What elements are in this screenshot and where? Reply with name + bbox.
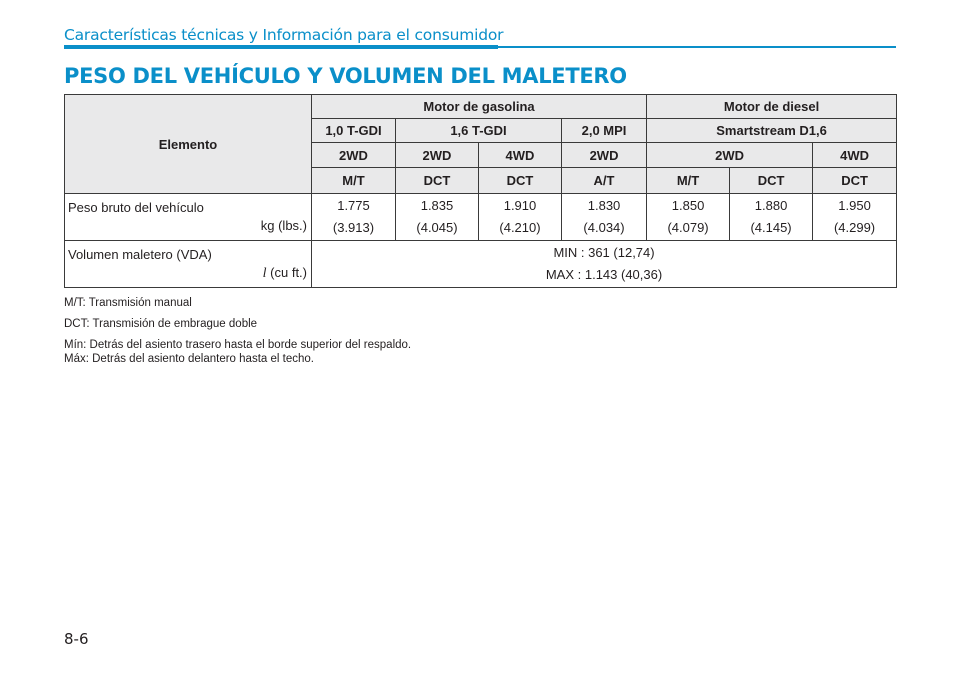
weight-lbs: (4.045) [416, 220, 458, 235]
row-label: Volumen maletero (VDA) [68, 247, 212, 262]
footnotes [64, 296, 411, 366]
weight-cell [813, 194, 897, 241]
weight-cell [312, 194, 396, 241]
liter-symbol: l [262, 266, 267, 281]
transmission-header: A/T [562, 168, 647, 194]
weight-kg: 1.830 [587, 198, 621, 213]
footnote: Máx: Detrás del asiento delantero hasta el techo. [64, 353, 314, 365]
footnote: DCT: Transmisión de embrague doble [64, 318, 258, 330]
gasoline-engine-header: Motor de gasolina [312, 95, 647, 119]
weight-lbs: (4.210) [499, 220, 541, 235]
weight-kg: 1.835 [420, 198, 454, 213]
drive-header: 2WD [396, 143, 479, 168]
page-title: PESO DEL VEHÍCULO Y VOLUMEN DEL MALETERO [64, 64, 627, 88]
trunk-volume-cell [312, 241, 897, 288]
row-unit-text: (cu ft.) [270, 265, 307, 280]
engine-header: 1,0 T-GDI [312, 119, 396, 143]
drive-header: 4WD [813, 143, 897, 168]
weight-lbs: (3.913) [332, 220, 375, 235]
transmission-header: DCT [479, 168, 562, 194]
drive-header: 4WD [479, 143, 562, 168]
weight-kg: 1.950 [838, 198, 871, 213]
weight-cell [396, 194, 479, 241]
engine-header: 1,6 T-GDI [396, 119, 562, 143]
engine-header: 2,0 MPI [562, 119, 647, 143]
section-title: Características técnicas y Información para el consumidor [64, 26, 504, 44]
drive-header: 2WD [562, 143, 647, 168]
weight-volume-table [64, 94, 897, 288]
weight-cell [479, 194, 562, 241]
table-row-gross-weight [65, 194, 897, 241]
page-number: 8-6 [64, 630, 89, 648]
row-unit [65, 263, 311, 282]
row-label: Peso bruto del vehículo [68, 200, 204, 215]
weight-cell [647, 194, 730, 241]
volume-max: MAX : 1.143 (40,36) [545, 267, 663, 282]
row-label-cell [65, 241, 312, 288]
engine-header: Smartstream D1,6 [647, 119, 897, 143]
weight-cell [562, 194, 647, 241]
diesel-engine-header: Motor de diesel [647, 95, 897, 119]
transmission-header: DCT [730, 168, 813, 194]
footnote: Mín: Detrás del asiento trasero hasta el borde superior del respaldo. [64, 339, 412, 351]
weight-cell [730, 194, 813, 241]
weight-kg: 1.775 [337, 198, 370, 213]
weight-lbs: (4.145) [750, 220, 792, 235]
table-header-row [65, 95, 897, 119]
weight-kg: 1.880 [754, 198, 788, 213]
page-header [64, 24, 896, 46]
footnote: M/T: Transmisión manual [64, 297, 192, 309]
header-rule-accent [64, 45, 498, 49]
volume-min: MIN : 361 (12,74) [553, 245, 655, 260]
weight-kg: 1.910 [503, 198, 537, 213]
element-header: Elemento [65, 95, 312, 194]
table-row-trunk-volume [65, 241, 897, 288]
row-label-cell [65, 194, 312, 241]
weight-lbs: (4.299) [833, 220, 876, 235]
weight-lbs: (4.034) [583, 220, 625, 235]
weight-lbs: (4.079) [667, 220, 709, 235]
drive-header: 2WD [312, 143, 396, 168]
row-unit: kg (lbs.) [260, 218, 307, 233]
drive-header: 2WD [647, 143, 813, 168]
transmission-header: DCT [813, 168, 897, 194]
transmission-header: M/T [312, 168, 396, 194]
transmission-header: M/T [647, 168, 730, 194]
weight-kg: 1.850 [671, 198, 705, 213]
transmission-header: DCT [396, 168, 479, 194]
